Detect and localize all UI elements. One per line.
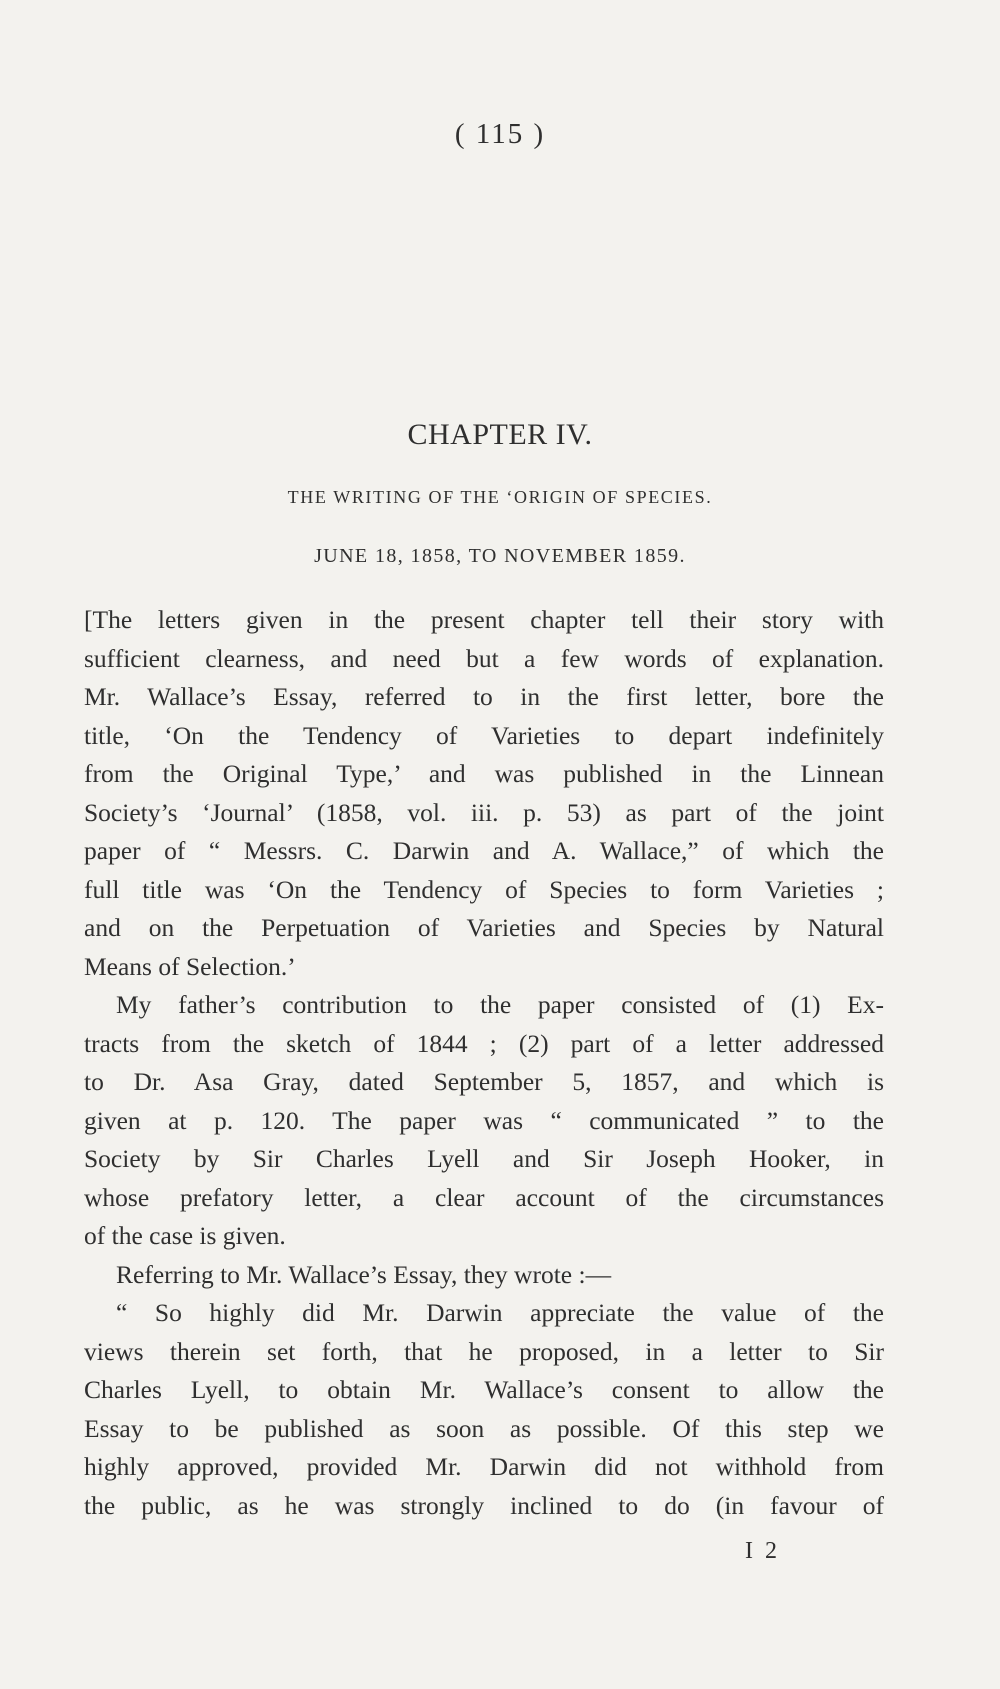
page-number: ( 115 )	[454, 118, 546, 150]
text-line: sufficient clearness, and need but a few words of explanation.	[84, 643, 884, 673]
text-line: Society by Sir Charles Lyell and Sir Joseph Hooker, in	[84, 1144, 884, 1173]
text-line: the public, as he was strongly inclined to do (in favour of	[84, 1490, 884, 1520]
text-line: “ So highly did Mr. Darwin appreciate the value of the	[116, 1298, 884, 1327]
text-line: Means of Selection.’	[84, 951, 296, 981]
body-text	[84, 601, 884, 1525]
text-line: given at p. 120. The paper was “ communicated ” to the	[84, 1105, 884, 1135]
text-line: to Dr. Asa Gray, dated September 5, 1857, and which is	[84, 1067, 884, 1096]
text-line: whose prefatory letter, a clear account of the circumstances	[84, 1182, 884, 1212]
text-line: title, ‘On the Tendency of Varieties to depart indefinitely	[84, 720, 884, 750]
chapter-subtitle: THE WRITING OF THE ‘ORIGIN OF SPECIES.	[287, 487, 713, 507]
text-line: highly approved, provided Mr. Darwin did not withhold from	[84, 1452, 884, 1481]
text-line: [The letters given in the present chapter tell their story with	[84, 605, 884, 634]
text-line: and on the Perpetuation of Varieties and Species by Natural	[84, 913, 884, 942]
text-line: Charles Lyell, to obtain Mr. Wallace’s consent to allow the	[84, 1375, 884, 1404]
text-line: Society’s ‘Journal’ (1858, vol. iii. p. 53) as part of the joint	[84, 797, 884, 827]
text-line: full title was ‘On the Tendency of Species to form Varieties ;	[84, 874, 884, 904]
text-line: Essay to be published as soon as possible. Of this step we	[84, 1413, 884, 1443]
text-line: My father’s contribution to the paper consisted of (1) Ex-	[116, 990, 884, 1019]
text-line: of the case is given.	[84, 1221, 286, 1250]
chapter-dates: JUNE 18, 1858, TO NOVEMBER 1859.	[314, 545, 686, 567]
text-line: tracts from the sketch of 1844 ; (2) part of a letter addressed	[84, 1028, 884, 1058]
text-line: Mr. Wallace’s Essay, referred to in the first letter, bore the	[84, 682, 884, 711]
text-line: Referring to Mr. Wallace’s Essay, they wrote :—	[116, 1259, 612, 1289]
signature-mark: I 2	[745, 1538, 780, 1564]
chapter-heading: CHAPTER IV.	[407, 418, 593, 451]
text-line: from the Original Type,’ and was published in the Linnean	[84, 759, 884, 788]
text-line: paper of “ Messrs. C. Darwin and A. Wallace,” of which the	[84, 836, 884, 865]
text-line: views therein set forth, that he proposed, in a letter to Sir	[84, 1336, 884, 1366]
